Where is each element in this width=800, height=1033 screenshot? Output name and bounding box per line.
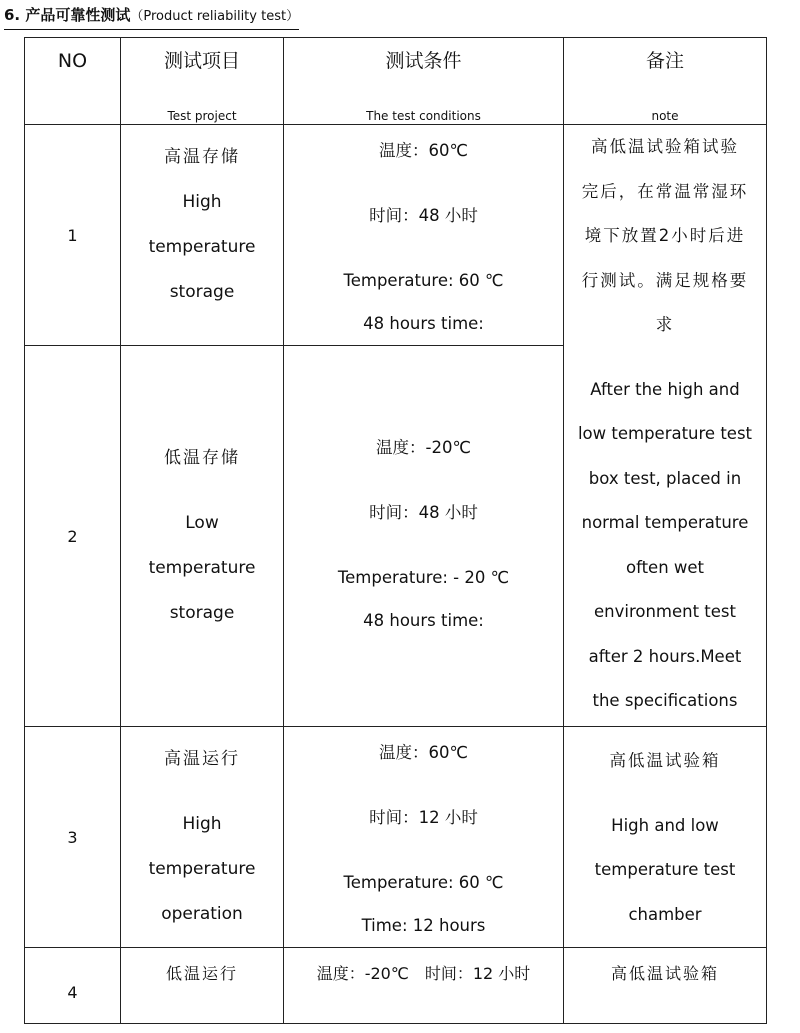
row-number: 2 bbox=[25, 346, 121, 727]
table-header-row bbox=[25, 38, 767, 125]
header-item-en: Test project bbox=[167, 109, 237, 123]
table-row bbox=[25, 125, 767, 346]
section-title-zh: 6. 产品可靠性测试 bbox=[4, 6, 131, 24]
header-cond-en: The test conditions bbox=[366, 109, 481, 123]
section-heading bbox=[4, 4, 299, 30]
header-note bbox=[564, 38, 767, 125]
row-note: 高低温试验箱 High and low temperature test chamber bbox=[564, 727, 767, 948]
header-test-project bbox=[121, 38, 284, 125]
test-condition: 温度：-20℃ 时间：12 小时 bbox=[284, 948, 564, 1024]
header-note-en: note bbox=[651, 109, 679, 123]
test-item: 低温运行 bbox=[121, 948, 284, 1024]
header-note-zh: 备注 bbox=[645, 50, 684, 72]
header-test-conditions bbox=[284, 38, 564, 125]
row-number: 1 bbox=[25, 125, 121, 346]
test-item: 高温存储 High temperature storage bbox=[121, 125, 284, 346]
row-note: 高低温试验箱 bbox=[564, 948, 767, 1024]
header-cond-zh: 测试条件 bbox=[385, 50, 462, 72]
test-condition: 温度：60℃ 时间：48 小时 Temperature: 60 ℃ 48 hours time: bbox=[284, 125, 564, 346]
row-number: 4 bbox=[25, 948, 121, 1024]
table-row bbox=[25, 727, 767, 948]
header-no: NO bbox=[25, 38, 121, 125]
row-number: 3 bbox=[25, 727, 121, 948]
table-row bbox=[25, 948, 767, 1024]
test-condition: 温度：-20℃ 时间：48 小时 Temperature: - 20 ℃ 48 hours time: bbox=[284, 346, 564, 727]
reliability-test-table bbox=[24, 37, 767, 1024]
test-item: 低温存储 Low temperature storage bbox=[121, 346, 284, 727]
shared-note: 高低温试验箱试验 完后，在常温常湿环 境下放置2小时后进 行测试。满足规格要 求 After the high and low temperature test box test, placed in normal temperature often wet environment test after 2 hours.Meet the specifications bbox=[564, 125, 767, 727]
section-title-en: （Product reliability test） bbox=[130, 9, 300, 24]
header-item-zh: 测试项目 bbox=[163, 50, 240, 72]
test-item: 高温运行 High temperature operation bbox=[121, 727, 284, 948]
test-condition: 温度：60℃ 时间：12 小时 Temperature: 60 ℃ Time: 12 hours bbox=[284, 727, 564, 948]
